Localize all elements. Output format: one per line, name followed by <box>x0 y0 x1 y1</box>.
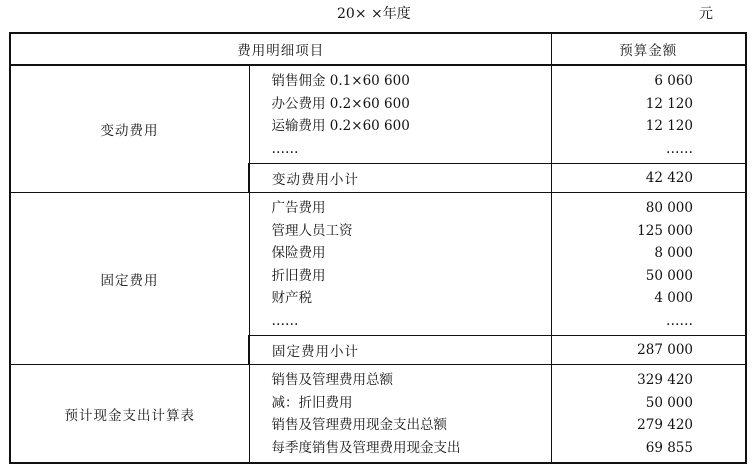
list-item: 管理人员工资 <box>271 222 353 239</box>
list-item: 销售佣金 0.1×60 600 <box>271 73 410 89</box>
fixed-amounts <box>551 193 746 336</box>
cash-items <box>249 365 551 464</box>
category-cash: 预计现金支出计算表 <box>10 365 249 464</box>
expense-budget-table <box>9 32 747 464</box>
amount-value: 125 000 <box>637 222 693 239</box>
cash-row <box>10 365 746 464</box>
amount-value: 4 000 <box>654 290 693 306</box>
list-item: 保险费用 <box>271 245 326 261</box>
year-label: 20× ×年度 <box>337 6 411 22</box>
amount-value: 279 420 <box>637 417 693 433</box>
list-item: 每季度销售及管理费用现金支出 <box>271 439 461 456</box>
amount-value: 8 000 <box>654 245 693 261</box>
variable-items <box>249 65 551 164</box>
header-row <box>10 33 746 65</box>
category-fixed: 固定费用 <box>10 193 249 365</box>
amount-value: 69 855 <box>645 439 693 456</box>
fixed-subtotal-label: 固定费用小计 <box>249 336 551 365</box>
amount-value: 12 120 <box>645 118 693 134</box>
list-item: …… <box>271 140 299 157</box>
fixed-items-row <box>10 193 746 336</box>
amount-value: …… <box>666 140 693 157</box>
list-item: 减：折旧费用 <box>271 394 353 411</box>
list-item: 销售及管理费用总额 <box>271 372 393 388</box>
list-item: 销售及管理费用现金支出总额 <box>271 417 447 433</box>
category-variable: 变动费用 <box>10 65 249 193</box>
variable-items-row <box>10 65 746 164</box>
list-item: 折旧费用 <box>271 267 326 284</box>
amount-value: 50 000 <box>645 267 693 284</box>
fixed-subtotal-amount: 287 000 <box>551 336 746 365</box>
cash-amounts <box>551 365 746 464</box>
list-item: 办公费用 0.2×60 600 <box>271 95 410 112</box>
list-item: 广告费用 <box>271 200 326 216</box>
unit-label: 元 <box>699 6 713 22</box>
variable-amounts <box>551 65 746 164</box>
amount-value: …… <box>666 312 693 329</box>
variable-subtotal-amount: 42 420 <box>551 164 746 193</box>
list-item: 运输费用 0.2×60 600 <box>271 118 410 134</box>
list-item: 财产税 <box>271 290 312 306</box>
amount-value: 50 000 <box>645 394 693 411</box>
list-item: …… <box>271 312 299 329</box>
header-amount: 预算金额 <box>551 33 746 65</box>
amount-value: 6 060 <box>654 73 693 89</box>
amount-value: 12 120 <box>645 95 693 112</box>
amount-value: 329 420 <box>637 372 693 388</box>
amount-value: 80 000 <box>645 200 693 216</box>
fixed-items <box>249 193 551 336</box>
header-item: 费用明细项目 <box>10 33 551 65</box>
variable-subtotal-label: 变动费用小计 <box>249 164 551 193</box>
